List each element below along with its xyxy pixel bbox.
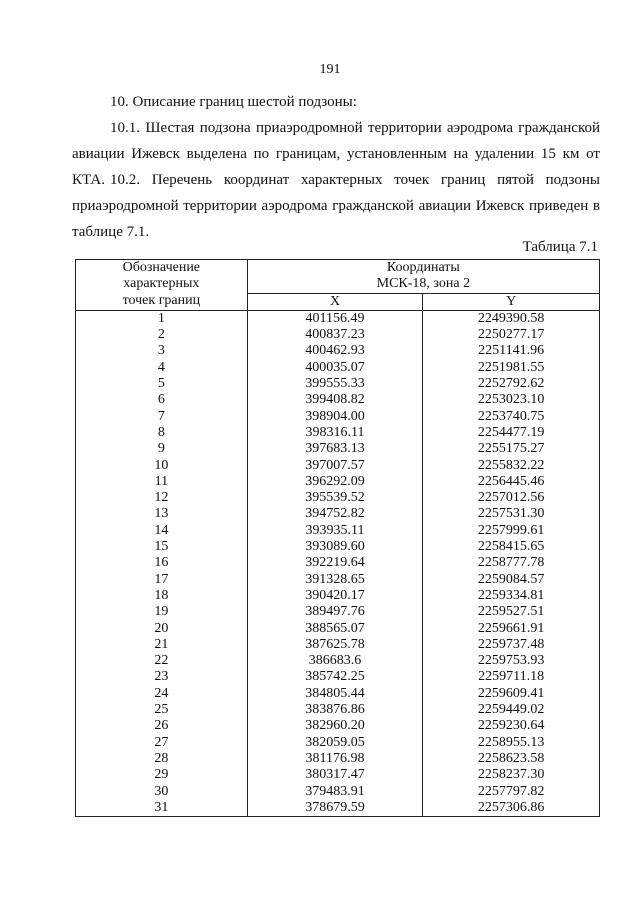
y-coordinate-cell: 2251981.55 [423, 360, 600, 376]
x-coordinate-cell: 394752.82 [247, 506, 423, 522]
header-points-line2: характерных [123, 276, 200, 292]
x-coordinate-cell: 379483.91 [247, 784, 423, 800]
y-coordinate-cell: 2250277.17 [423, 327, 600, 343]
table-row [76, 784, 600, 800]
header-coords-line1: Координаты [386, 260, 460, 275]
y-coordinate-cell: 2255832.22 [423, 458, 600, 474]
x-coordinate-cell: 399555.33 [247, 376, 423, 392]
y-coordinate-cell: 2251141.96 [423, 343, 600, 359]
y-coordinate-cell: 2259084.57 [423, 572, 600, 588]
y-coordinate-cell: 2249390.58 [423, 310, 600, 327]
table-row [76, 392, 600, 408]
y-coordinate-cell: 2254477.19 [423, 425, 600, 441]
point-number-cell: 16 [76, 555, 248, 571]
table-row [76, 425, 600, 441]
table-row [76, 604, 600, 620]
header-coordinate-system [247, 276, 599, 293]
table-row [76, 506, 600, 522]
table-row [76, 539, 600, 555]
y-coordinate-cell: 2258777.78 [423, 555, 600, 571]
x-coordinate-cell: 388565.07 [247, 621, 423, 637]
table-row [76, 441, 600, 457]
table-row [76, 621, 600, 637]
point-number-cell: 29 [76, 767, 248, 783]
section-title: 10. Описание границ шестой подзоны: [110, 94, 357, 110]
table-row [76, 588, 600, 604]
x-coordinate-cell: 393935.11 [247, 523, 423, 539]
table-row [76, 310, 600, 327]
table-body [76, 310, 600, 816]
table-row [76, 735, 600, 751]
x-coordinate-cell: 400462.93 [247, 343, 423, 359]
x-coordinate-cell: 393089.60 [247, 539, 423, 555]
table-row [76, 474, 600, 490]
point-number-cell: 30 [76, 784, 248, 800]
x-coordinate-cell: 397683.13 [247, 441, 423, 457]
point-number-cell: 25 [76, 702, 248, 718]
x-coordinate-cell: 391328.65 [247, 572, 423, 588]
point-number-cell: 2 [76, 327, 248, 343]
point-number-cell: 6 [76, 392, 248, 408]
header-points [76, 260, 248, 311]
x-coordinate-cell: 397007.57 [247, 458, 423, 474]
x-coordinate-cell: 399408.82 [247, 392, 423, 408]
y-coordinate-cell: 2259609.41 [423, 686, 600, 702]
y-coordinate-cell: 2253740.75 [423, 409, 600, 425]
point-number-cell: 7 [76, 409, 248, 425]
point-number-cell: 31 [76, 800, 248, 817]
point-number-cell: 4 [76, 360, 248, 376]
point-number-cell: 15 [76, 539, 248, 555]
x-coordinate-cell: 382960.20 [247, 718, 423, 734]
y-coordinate-cell: 2259527.51 [423, 604, 600, 620]
header-x: X [247, 293, 423, 310]
x-coordinate-cell: 401156.49 [247, 310, 423, 327]
y-coordinate-cell: 2257012.56 [423, 490, 600, 506]
point-number-cell: 8 [76, 425, 248, 441]
header-points-line1: Обозначение [122, 260, 201, 275]
x-coordinate-cell: 383876.86 [247, 702, 423, 718]
point-number-cell: 17 [76, 572, 248, 588]
table-row [76, 555, 600, 571]
y-coordinate-cell: 2257999.61 [423, 523, 600, 539]
paragraph-10-1: 10.1. Шестая подзона приаэродромной территории аэродрома гражданской авиации Ижевск выделена по границам, установленным на удалении 15 км от КТА. [72, 120, 600, 188]
point-number-cell: 20 [76, 621, 248, 637]
header-y: Y [423, 293, 600, 310]
table-row [76, 669, 600, 685]
x-coordinate-cell: 396292.09 [247, 474, 423, 490]
x-coordinate-cell: 392219.64 [247, 555, 423, 571]
y-coordinate-cell: 2257797.82 [423, 784, 600, 800]
table-row [76, 327, 600, 343]
x-coordinate-cell: 389497.76 [247, 604, 423, 620]
header-coordinates [247, 260, 599, 277]
paragraph-10-2: 10.2. Перечень координат характерных точек границ пятой подзоны приаэродромной территории аэродрома гражданской авиации Ижевск приведен в таблице 7.1. [72, 172, 600, 240]
y-coordinate-cell: 2259661.91 [423, 621, 600, 637]
x-coordinate-cell: 400035.07 [247, 360, 423, 376]
point-number-cell: 14 [76, 523, 248, 539]
table-row [76, 458, 600, 474]
point-number-cell: 5 [76, 376, 248, 392]
y-coordinate-cell: 2258955.13 [423, 735, 600, 751]
point-number-cell: 9 [76, 441, 248, 457]
point-number-cell: 27 [76, 735, 248, 751]
x-coordinate-cell: 398316.11 [247, 425, 423, 441]
y-coordinate-cell: 2259711.18 [423, 669, 600, 685]
y-coordinate-cell: 2258415.65 [423, 539, 600, 555]
point-number-cell: 18 [76, 588, 248, 604]
table-row [76, 523, 600, 539]
point-number-cell: 13 [76, 506, 248, 522]
x-coordinate-cell: 385742.25 [247, 669, 423, 685]
y-coordinate-cell: 2252792.62 [423, 376, 600, 392]
x-coordinate-cell: 384805.44 [247, 686, 423, 702]
point-number-cell: 23 [76, 669, 248, 685]
table-row [76, 360, 600, 376]
y-coordinate-cell: 2258623.58 [423, 751, 600, 767]
table-row [76, 637, 600, 653]
page-number: 191 [319, 62, 341, 77]
point-number-cell: 22 [76, 653, 248, 669]
y-coordinate-cell: 2259753.93 [423, 653, 600, 669]
y-coordinate-cell: 2255175.27 [423, 441, 600, 457]
table-row [76, 572, 600, 588]
y-coordinate-cell: 2257531.30 [423, 506, 600, 522]
y-coordinate-cell: 2259230.64 [423, 718, 600, 734]
table-row [76, 490, 600, 506]
y-coordinate-cell: 2257306.86 [423, 800, 600, 817]
point-number-cell: 26 [76, 718, 248, 734]
point-number-cell: 3 [76, 343, 248, 359]
point-number-cell: 21 [76, 637, 248, 653]
y-coordinate-cell: 2253023.10 [423, 392, 600, 408]
header-points-line3: точек границ [122, 292, 201, 308]
x-coordinate-cell: 395539.52 [247, 490, 423, 506]
table-row [76, 751, 600, 767]
point-number-cell: 10 [76, 458, 248, 474]
x-coordinate-cell: 390420.17 [247, 588, 423, 604]
table-row [76, 653, 600, 669]
point-number-cell: 19 [76, 604, 248, 620]
table-row [76, 686, 600, 702]
x-coordinate-cell: 380317.47 [247, 767, 423, 783]
table-row [76, 767, 600, 783]
point-number-cell: 11 [76, 474, 248, 490]
y-coordinate-cell: 2258237.30 [423, 767, 600, 783]
header-coords-line2: МСК-18, зона 2 [376, 276, 471, 292]
table-row [76, 702, 600, 718]
table-caption: Таблица 7.1 [522, 239, 598, 255]
x-coordinate-cell: 378679.59 [247, 800, 423, 817]
point-number-cell: 28 [76, 751, 248, 767]
y-coordinate-cell: 2259737.48 [423, 637, 600, 653]
x-coordinate-cell: 400837.23 [247, 327, 423, 343]
point-number-cell: 24 [76, 686, 248, 702]
x-coordinate-cell: 386683.6 [247, 653, 423, 669]
point-number-cell: 12 [76, 490, 248, 506]
x-coordinate-cell: 382059.05 [247, 735, 423, 751]
x-coordinate-cell: 387625.78 [247, 637, 423, 653]
x-coordinate-cell: 398904.00 [247, 409, 423, 425]
table-row [76, 718, 600, 734]
table-row [76, 343, 600, 359]
coordinates-table [75, 259, 600, 817]
table-row [76, 409, 600, 425]
y-coordinate-cell: 2256445.46 [423, 474, 600, 490]
x-coordinate-cell: 381176.98 [247, 751, 423, 767]
y-coordinate-cell: 2259449.02 [423, 702, 600, 718]
table-row [76, 376, 600, 392]
point-number-cell: 1 [76, 310, 248, 327]
y-coordinate-cell: 2259334.81 [423, 588, 600, 604]
table-row [76, 800, 600, 817]
